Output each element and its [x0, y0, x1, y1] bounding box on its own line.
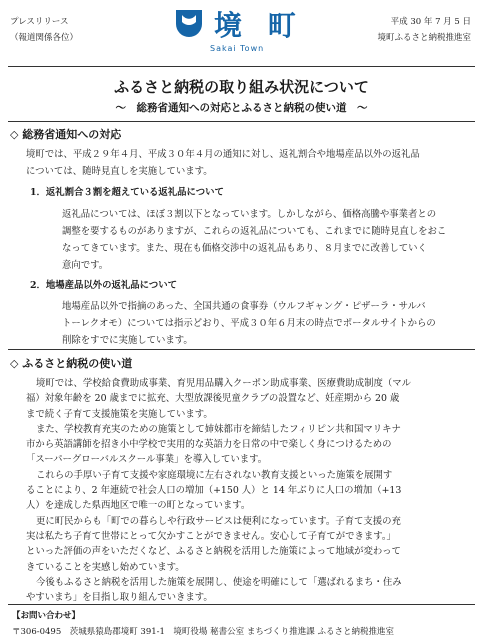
text-line: 今後もふるさと納税を活用した施策を展開し、使途を明確にして「選ばれるまち・住み — [36, 576, 402, 588]
text-line: ることにより、2 年連続で社会人口の増加（+150 人）と 14 年ぶりに人口の増加（+13 — [26, 485, 402, 497]
text-line: 境町では、学校給食費助成事業、育児用品購入クーポン助成事業、医療費助成制度（マル — [36, 378, 412, 389]
section-divider — [8, 349, 475, 350]
text-line: また、学校教育充実のための施策として姉妹都市を締結したフィリピン共和国マリキナ — [36, 423, 401, 435]
header-right — [377, 14, 471, 46]
release-label: プレスリリース — [10, 17, 69, 27]
title-divider — [8, 121, 475, 122]
town-emblem-icon — [172, 6, 206, 40]
page-subtitle: ～ 総務省通知への対応とふるさと納税の使い道 ～ — [115, 102, 368, 114]
text-line: 意向です。 — [62, 260, 109, 271]
text-line: 「スーパーグローバルスクール事業」を導入しています。 — [26, 454, 268, 466]
subsection2-heading: 2．地場産品以外の返礼品について — [30, 280, 177, 291]
header-divider — [8, 66, 475, 67]
footer-divider — [8, 604, 475, 605]
text-line: トーレクオモ）については指示どおり、平成３０年６月末の時点でポータルサイトからの — [62, 318, 436, 329]
subsection1-body — [62, 206, 462, 274]
contact-heading: 【お問い合わせ】 — [12, 611, 81, 621]
text-line: 地場産品以外で指摘のあった、全国共通の食事券（ウルフギャング・ピザーラ・サルバ — [62, 301, 426, 312]
text-line: 返礼品については、ほぼ３割以下となっています。しかしながら、価格高騰や事業者との — [62, 209, 437, 220]
text-line: 人）を達成した県西地区で唯一の町となっています。 — [26, 500, 251, 512]
text-line: なってきています。また、現在も価格交渉中の返礼品もあり、８月までに改善していく — [62, 243, 427, 254]
text-line: 福）対象年齢を 20 歳までに拡充、大型放課後児童クラブの設置など、妊産期から 20 歳 — [26, 393, 400, 405]
section1-heading: ◇ 総務省通知への対応 — [10, 128, 122, 141]
text-line: まで続く子育て支援施策を実施しています。 — [26, 408, 213, 420]
text-line: 実は私たち子育て世帯にとって欠かすことができません。安心して子育てができます。」 — [26, 530, 396, 542]
text-line: といった評価の声をいただくなど、ふるさと納税を活用した施策によって地域が変わって — [26, 546, 401, 558]
text-line: 市から英語講師を招き小中学校で実用的な英語力を日常の中で楽しく身につけるための — [26, 439, 392, 451]
text-line: については、随時見直しを実施しています。 — [26, 166, 213, 177]
release-date: 平成 30 年 7 月 5 日 — [390, 17, 471, 27]
text-line: きていることを実感し始めています。 — [26, 561, 185, 573]
header-left — [10, 14, 78, 46]
audience-label: （報道関係各位） — [10, 33, 79, 43]
text-line: 境町では、平成２９年４月、平成３０年４月の通知に対し、返礼割合や地場産品以外の返礼品 — [26, 149, 420, 160]
text-line: 調整を要するものがありますが、これらの返礼品についても、これまでに随時見直しをおこ — [62, 226, 447, 237]
text-line: これらの手厚い子育て支援や家庭環境に左右されない教育支援といった施策を展開す — [36, 469, 393, 481]
text-line: 更に町民からも「町での暮らしや行政サービスは便利になっています。子育て支援の充 — [36, 515, 401, 527]
town-name: 境 町 — [214, 9, 304, 42]
contact-info: 〒306-0495 茨城県猿島郡境町 391-1 境町役場 秘書公室 まちづくり推進課 ふるさと納税推進室 — [12, 627, 394, 637]
page-title: ふるさと納税の取り組み状況について — [114, 78, 369, 96]
text-line: やすいまち」を目指し取り組んでいきます。 — [26, 592, 213, 604]
subsection2-body — [62, 298, 462, 349]
section1-intro — [26, 146, 470, 180]
town-logo — [172, 6, 312, 58]
town-name-en: Sakai Town — [210, 44, 265, 53]
section2-body — [26, 376, 472, 605]
text-line: 削除をすでに実施しています。 — [62, 335, 193, 346]
department: 境町ふるさと納税推進室 — [377, 33, 471, 43]
subsection1-heading: 1．返礼割合３割を超えている返礼品について — [30, 187, 224, 198]
section2-heading: ◇ ふるさと納税の使い道 — [10, 357, 133, 370]
